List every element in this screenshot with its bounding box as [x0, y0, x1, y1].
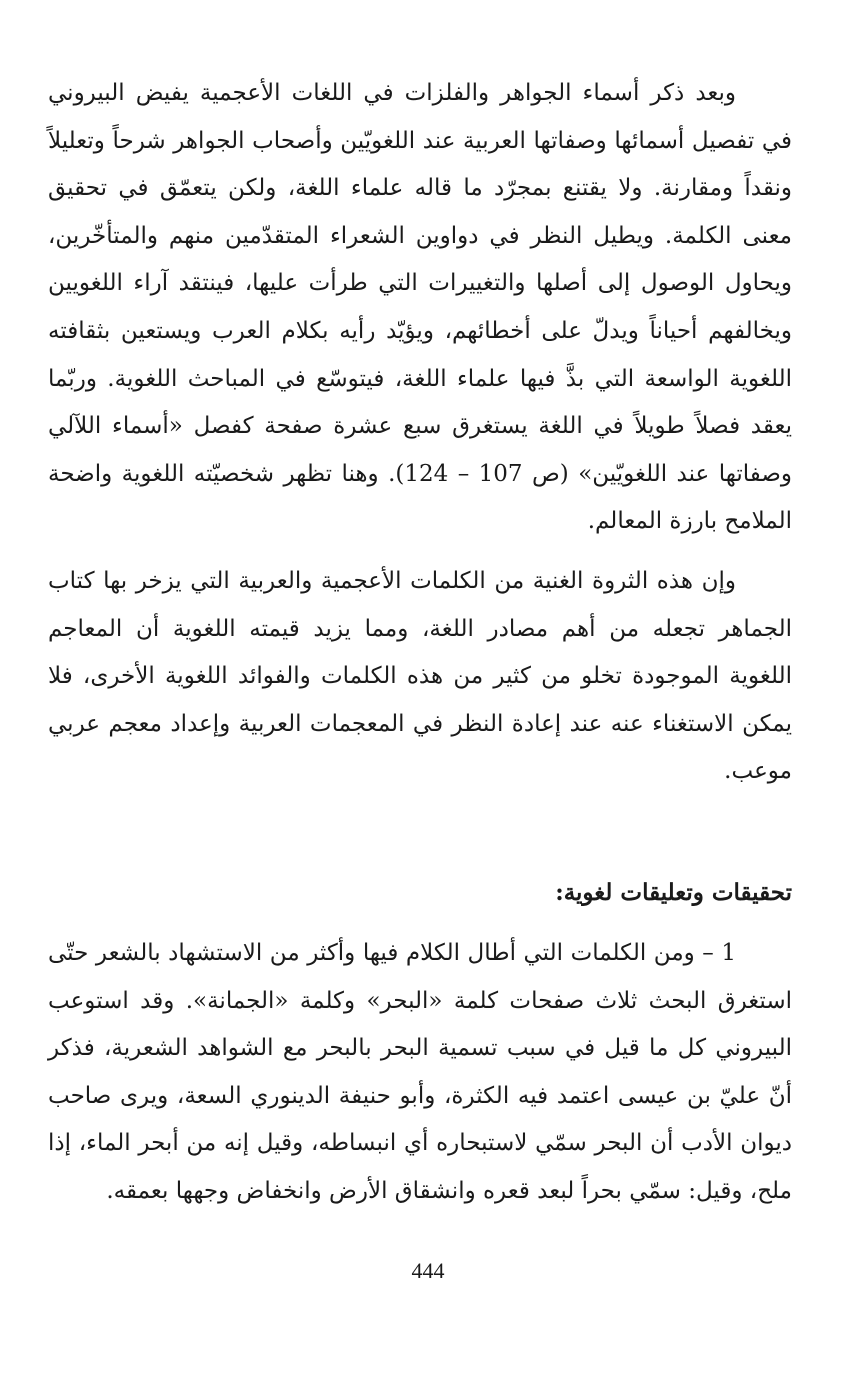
page-number: 444: [411, 1258, 445, 1283]
page-body: [48, 70, 792, 1215]
section-heading: تحقيقات وتعليقات لغوية:: [555, 878, 792, 906]
paragraph-3: 1 – ومن الكلمات التي أطال الكلام فيها وأكثر من الاستشهاد بالشعر حتّى استغرق البحث ثلاث صفحات كلمة «البحر» وكلمة «الجمانة». وقد استوعب البيروني كل ما قيل في سبب تسمية البحر بالبحر مع الشواهد الشعرية، فذكر أنّ عليّ بن عيسى اعتمد فيه الكثرة، وأبو حنيفة الدينوري السعة، ويرى صاحب ديوان الأدب أن البحر سمّي لاستبحاره أي انبساطه، وقيل إنه من أبحر الماء، إذا ملح، وقيل: سمّي بحراً لبعد قعره وانشقاق الأرض وانخفاض وجهها بعمقه.: [48, 939, 792, 1204]
paragraph-1: وبعد ذكر أسماء الجواهر والفلزات في اللغات الأعجمية يفيض البيروني في تفصيل أسمائها وصفاتها العربية عند اللغويّين وأصحاب الجواهر شرحاً وتعليلاً ونقداً ومقارنة. ولا يقتنع بمجرّد ما قاله علماء اللغة، ولكن يتعمّق في تحقيق معنى الكلمة. ويطيل النظر في دواوين الشعراء المتقدّمين منهم والمتأخّرين، ويحاول الوصول إلى أصلها والتغييرات التي طرأت عليها، فينتقد آراء اللغويين ويخالفهم أحياناً ويدلّ على أخطائهم، ويؤيّد رأيه بكلام العرب ويستعين بثقافته اللغوية الواسعة التي بذَّ فيها علماء اللغة، فيتوسّع في المباحث اللغوية. وربّما يعقد فصلاً طويلاً في اللغة يستغرق سبع عشرة صفحة كفصل «أسماء اللآلي وصفاتها عند اللغويّين» (ص 107 – 124). وهنا تظهر شخصيّته اللغوية واضحة الملامح بارزة المعالم.: [48, 80, 792, 535]
paragraph-2: وإن هذه الثروة الغنية من الكلمات الأعجمية والعربية التي يزخر بها كتاب الجماهر تجعله من أهم مصادر اللغة، ومما يزيد قيمته اللغوية أن المعاجم اللغوية الموجودة تخلو من كثير من هذه الكلمات والفوائد اللغوية الأخرى، فلا يمكن الاستغناء عنه عند إعادة النظر في المعجمات العربية وإعداد معجم عربي موعب.: [48, 567, 793, 785]
